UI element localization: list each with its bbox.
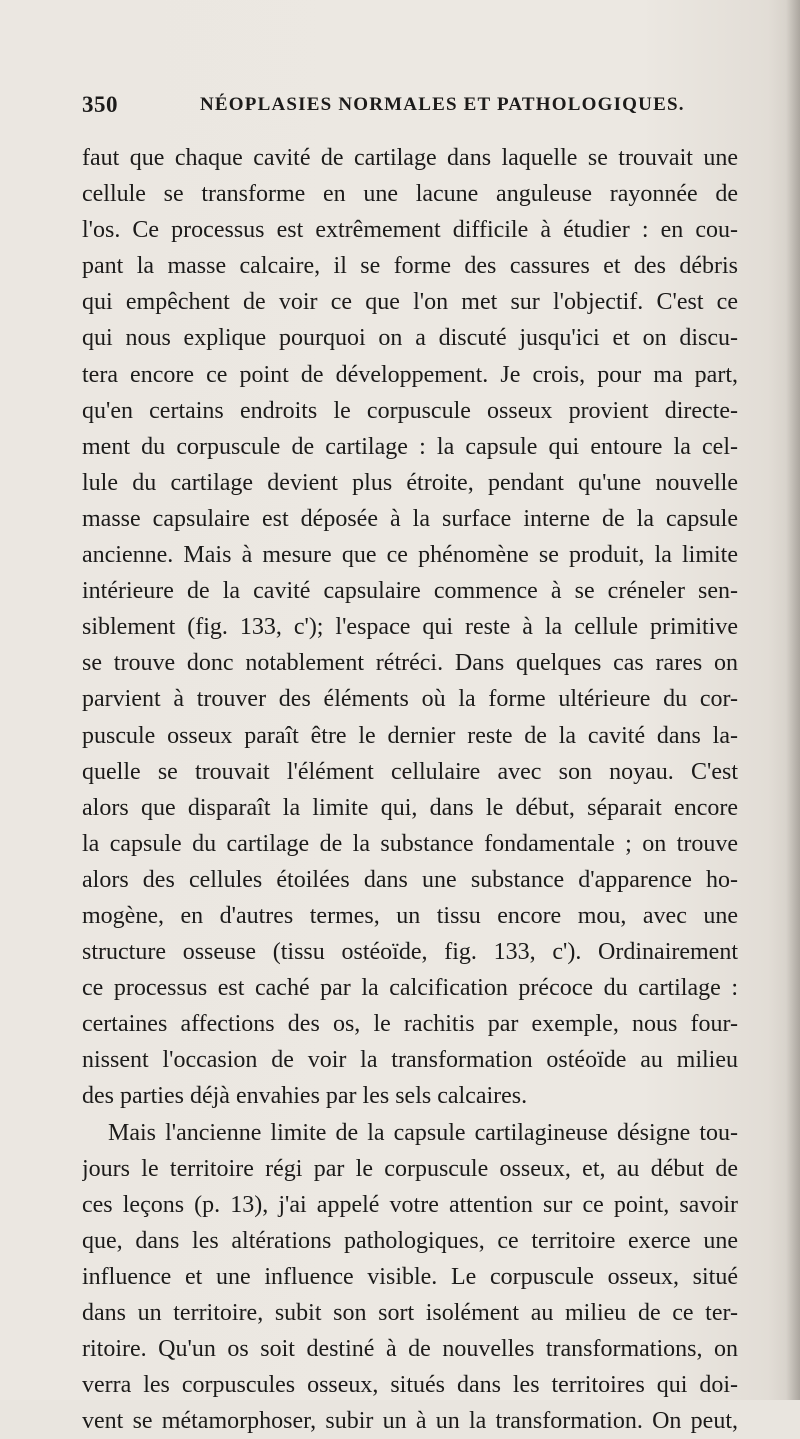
- text-line: ritoire. Qu'un os soit destiné à de nouvelles transformations, on: [82, 1336, 738, 1363]
- text-line: siblement (fig. 133, c'); l'espace qui reste à la cellule primitive: [82, 614, 738, 641]
- text-line: verra les corpuscules osseux, situés dans les territoires qui doi-: [82, 1372, 738, 1399]
- text-line: cellule se transforme en une lacune anguleuse rayonnée de: [82, 181, 738, 208]
- text-line: qui nous explique pourquoi on a discuté jusqu'ici et on discu-: [82, 325, 738, 352]
- text-line: ces leçons (p. 13), j'ai appelé votre attention sur ce point, savoir: [82, 1191, 738, 1218]
- text-line: lule du cartilage devient plus étroite, pendant qu'une nouvelle: [82, 469, 738, 496]
- text-line: ancienne. Mais à mesure que ce phénomène se produit, la limite: [82, 542, 738, 569]
- text-line: ment du corpuscule de cartilage : la capsule qui entoure la cel-: [82, 433, 738, 460]
- text-line: ce processus est caché par la calcification précoce du cartilage :: [82, 975, 738, 1002]
- text-line: alors des cellules étoilées dans une substance d'apparence ho-: [82, 866, 738, 893]
- text-line: masse capsulaire est déposée à la surface interne de la capsule: [82, 505, 738, 532]
- text-line-paragraph-start: Mais l'ancienne limite de la capsule cartilagineuse désigne tou-: [108, 1119, 738, 1146]
- text-line: tera encore ce point de développement. Je crois, pour ma part,: [82, 361, 738, 388]
- text-line: intérieure de la cavité capsulaire commence à se créneler sen-: [82, 578, 738, 605]
- text-line: puscule osseux paraît être le dernier reste de la cavité dans la-: [82, 722, 738, 749]
- text-line: dans un territoire, subit son sort isolément au milieu de ce ter-: [82, 1300, 738, 1326]
- page-edge-shadow: [786, 0, 800, 1400]
- text-line: structure osseuse (tissu ostéoïde, fig. 133, c'). Ordinairement: [82, 939, 738, 966]
- text-line: l'os. Ce processus est extrêmement difficile à étudier : en cou-: [82, 217, 738, 244]
- page-number: 350: [82, 92, 118, 117]
- text-line: la capsule du cartilage de la substance fondamentale ; on trouve: [82, 830, 738, 857]
- text-line: parvient à trouver des éléments où la forme ultérieure du cor-: [82, 686, 738, 713]
- text-line: nissent l'occasion de voir la transformation ostéoïde au milieu: [82, 1047, 738, 1074]
- text-line-paragraph-end: des parties déjà envahies par les sels calcaires.: [82, 1083, 528, 1110]
- text-line: que, dans les altérations pathologiques, ce territoire exerce une: [82, 1227, 738, 1254]
- text-line: vent se métamorphoser, subir un à un la transformation. On peut,: [82, 1408, 738, 1435]
- running-title: NÉOPLASIES NORMALES ET PATHOLOGIQUES.: [200, 94, 685, 115]
- text-line: certaines affections des os, le rachitis par exemple, nous four-: [82, 1011, 738, 1038]
- text-line: mogène, en d'autres termes, un tissu encore mou, avec une: [82, 902, 738, 929]
- text-line: se trouve donc notablement rétréci. Dans quelques cas rares on: [82, 650, 738, 677]
- body-text: [82, 140, 738, 1439]
- text-line: qui empêchent de voir ce que l'on met sur l'objectif. C'est ce: [82, 289, 738, 316]
- text-line: influence et une influence visible. Le corpuscule osseux, situé: [82, 1263, 738, 1290]
- text-line: jours le territoire régi par le corpuscule osseux, et, au début de: [82, 1155, 738, 1182]
- text-line: pant la masse calcaire, il se forme des cassures et des débris: [82, 253, 738, 280]
- text-line: quelle se trouvait l'élément cellulaire avec son noyau. C'est: [82, 758, 738, 785]
- page-header: [82, 92, 736, 124]
- text-line: alors que disparaît la limite qui, dans le début, séparait encore: [82, 794, 738, 821]
- text-line: qu'en certains endroits le corpuscule osseux provient directe-: [82, 397, 738, 424]
- text-line: faut que chaque cavité de cartilage dans laquelle se trouvait une: [82, 145, 738, 171]
